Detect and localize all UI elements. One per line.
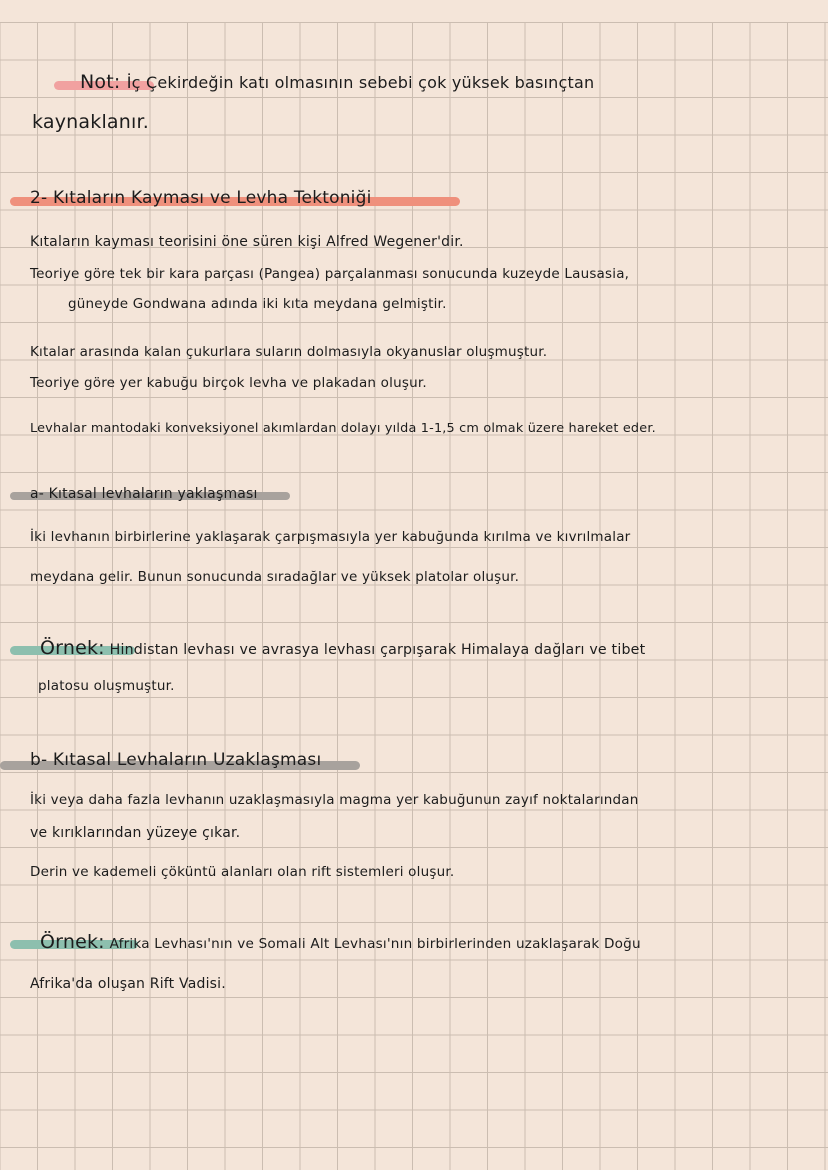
example-text: Afrika Levhası'nın ve Somali Alt Levhası'nın birbirlerinden uzaklaşarak Doğu (109, 936, 641, 952)
text-line: güneyde Gondwana adında iki kıta meydana gelmiştir. (68, 296, 447, 312)
note-text: İç Çekirdeğin katı olmasının sebebi çok yüksek basınçtan (126, 73, 595, 92)
text-line: platosu oluşmuştur. (38, 678, 175, 694)
note-label: Not: (80, 71, 121, 93)
text-line: Levhalar mantodaki konveksiyonel akımlardan dolayı yılda 1-1,5 cm olmak üzere hareket eder. (30, 421, 656, 436)
text-line: Teoriye göre tek bir kara parçası (Pangea) parçalanması sonucunda kuzeyde Lausasia, (30, 266, 630, 282)
subheading-b: b- Kıtasal Levhaların Uzaklaşması (30, 750, 322, 770)
text-line: Teoriye göre yer kabuğu birçok levha ve plakadan oluşur. (30, 375, 427, 391)
note-line-2: kaynaklanır. (32, 111, 149, 133)
text-line: Afrika'da oluşan Rift Vadisi. (30, 976, 226, 992)
example-line (40, 636, 645, 662)
text-line: Derin ve kademeli çöküntü alanları olan rift sistemleri oluşur. (30, 864, 455, 880)
example-label: Örnek: (40, 931, 105, 953)
example-text: Hindistan levhası ve avrasya levhası çarpışarak Himalaya dağları ve tibet (109, 642, 646, 658)
subheading-a: a- Kıtasal levhaların yaklaşması (30, 486, 258, 502)
section-heading: 2- Kıtaların Kayması ve Levha Tektoniği (30, 188, 372, 208)
text-line: ve kırıklarından yüzeye çıkar. (30, 825, 241, 841)
text-line: Kıtalar arasında kalan çukurlara suların dolmasıyla okyanuslar oluşmuştur. (30, 344, 548, 360)
example-label: Örnek: (40, 637, 105, 659)
text-line: İki veya daha fazla levhanın uzaklaşmasıyla magma yer kabuğunun zayıf noktalarından (30, 792, 639, 808)
text-line: meydana gelir. Bunun sonucunda sıradağlar ve yüksek platolar oluşur. (30, 569, 520, 585)
example-line (40, 930, 641, 956)
note-line (80, 70, 594, 95)
text-line: İki levhanın birbirlerine yaklaşarak çarpışmasıyla yer kabuğunda kırılma ve kıvrılmalar (30, 529, 631, 545)
page-top-margin (0, 0, 828, 22)
text-line: Kıtaların kayması teorisini öne süren kişi Alfred Wegener'dir. (30, 234, 464, 250)
